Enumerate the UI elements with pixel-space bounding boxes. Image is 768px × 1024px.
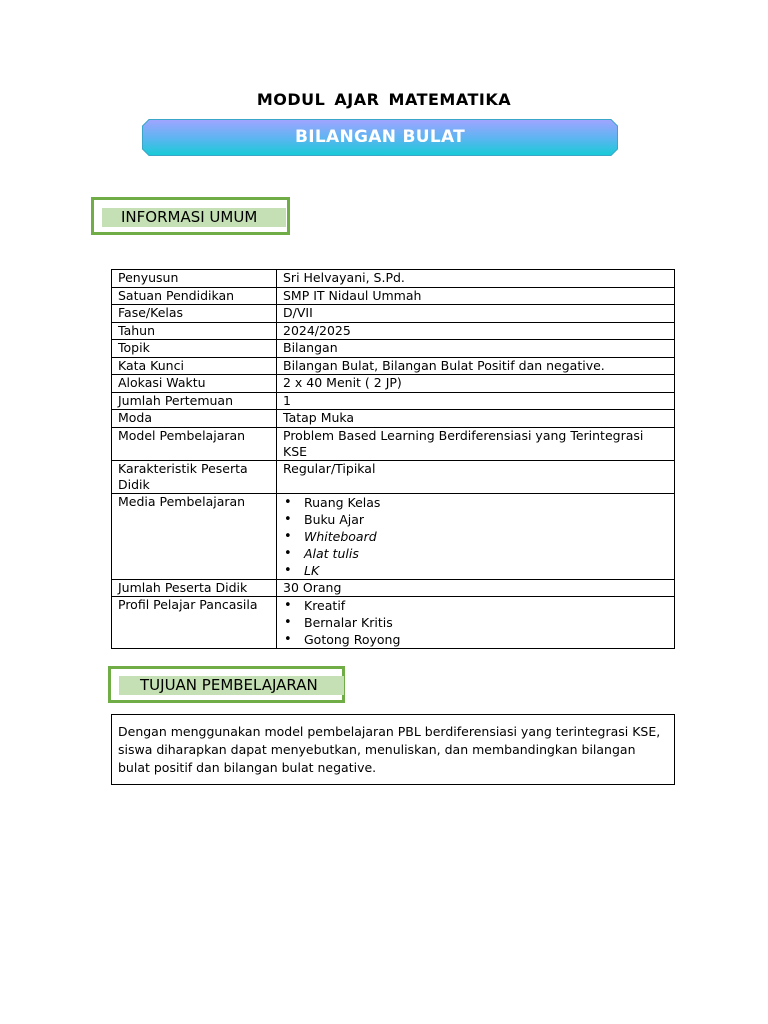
row-label: Model Pembelajaran (112, 427, 277, 460)
row-label: Media Pembelajaran (112, 493, 277, 579)
info-table (111, 269, 675, 649)
table-row (112, 392, 675, 410)
banner-title: BILANGAN BULAT (295, 127, 465, 147)
row-label: Tahun (112, 322, 277, 340)
row-value (277, 597, 675, 649)
row-value: 2024/2025 (277, 322, 675, 340)
row-label: Fase/Kelas (112, 305, 277, 323)
row-label: Jumlah Peserta Didik (112, 579, 277, 597)
table-row (112, 270, 675, 288)
row-value: SMP IT Nidaul Ummah (277, 287, 675, 305)
table-row (112, 287, 675, 305)
document-title: MODUL AJAR MATEMATIKA (256, 90, 512, 109)
list-item: • Kreatif (283, 597, 668, 614)
table-row (112, 340, 675, 358)
row-label: Profil Pelajar Pancasila (112, 597, 277, 649)
table-row-profil (112, 597, 675, 649)
row-label: Satuan Pendidikan (112, 287, 277, 305)
row-value: Bilangan Bulat, Bilangan Bulat Positif dan negative. (277, 357, 675, 375)
table-row (112, 410, 675, 428)
row-label: Alokasi Waktu (112, 375, 277, 393)
section-label-tujuan-pembelajaran: TUJUAN PEMBELAJARAN (119, 676, 344, 695)
profil-list (283, 597, 668, 648)
row-label: Karakteristik Peserta Didik (112, 460, 277, 493)
section-tujuan-pembelajaran (108, 666, 345, 703)
table-row (112, 322, 675, 340)
table-row (112, 357, 675, 375)
section-informasi-umum (91, 197, 290, 235)
tujuan-text-box (111, 714, 675, 785)
row-value: Bilangan (277, 340, 675, 358)
row-value (277, 493, 675, 579)
row-label: Penyusun (112, 270, 277, 288)
row-value: 2 x 40 Menit ( 2 JP) (277, 375, 675, 393)
tujuan-text: Dengan menggunakan model pembelajaran PBL berdiferensiasi yang terintegrasi KSE, siswa diharapkan dapat menyebutkan, menuliskan, dan membandingkan bilangan bulat positif dan bilangan bulat negative. (118, 724, 661, 775)
row-label: Jumlah Pertemuan (112, 392, 277, 410)
list-item: • Whiteboard (283, 528, 668, 545)
row-label: Kata Kunci (112, 357, 277, 375)
row-value: D/VII (277, 305, 675, 323)
info-table-body (112, 270, 675, 649)
table-row (112, 579, 675, 597)
row-value: Sri Helvayani, S.Pd. (277, 270, 675, 288)
topic-banner (142, 119, 618, 156)
section-label-informasi-umum: INFORMASI UMUM (102, 208, 286, 227)
row-value: Regular/Tipikal (277, 460, 675, 493)
table-row (112, 305, 675, 323)
row-value: 1 (277, 392, 675, 410)
table-row (112, 375, 675, 393)
media-list (283, 494, 668, 579)
table-row (112, 460, 675, 493)
list-item: • Gotong Royong (283, 631, 668, 648)
list-item: • Alat tulis (283, 545, 668, 562)
row-label: Topik (112, 340, 277, 358)
list-item: • Buku Ajar (283, 511, 668, 528)
row-value: Tatap Muka (277, 410, 675, 428)
row-value: Problem Based Learning Berdiferensiasi yang Terintegrasi KSE (277, 427, 675, 460)
table-row (112, 427, 675, 460)
list-item: • Bernalar Kritis (283, 614, 668, 631)
list-item: • Ruang Kelas (283, 494, 668, 511)
row-label: Moda (112, 410, 277, 428)
list-item: • LK (283, 562, 668, 579)
table-row-media (112, 493, 675, 579)
row-value: 30 Orang (277, 579, 675, 597)
